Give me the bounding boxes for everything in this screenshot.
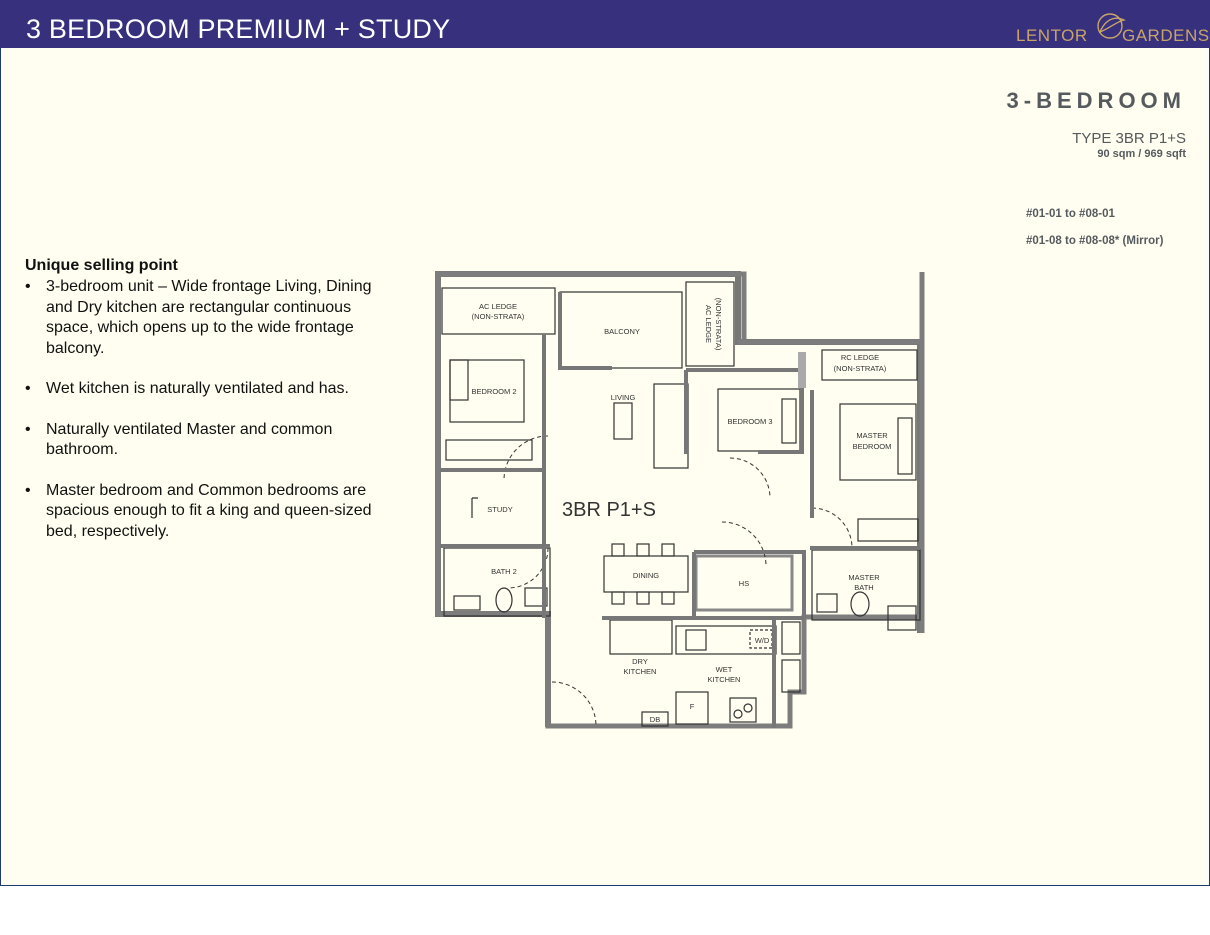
label-bedroom-3: BEDROOM 3 [727, 417, 773, 426]
usp-list [25, 277, 385, 542]
usp-title: Unique selling point [25, 257, 178, 274]
label-balcony: BALCONY [604, 327, 640, 336]
label-rc-non-strata: (NON-STRATA) [833, 364, 887, 373]
label-bedroom: BEDROOM [852, 442, 892, 451]
label-bath-2: BATH 2 [491, 567, 517, 576]
usp-section [25, 257, 385, 562]
label-rc-ledge: RC LEDGE [840, 353, 880, 362]
label-ac-ledge: AC LEDGE [479, 302, 517, 311]
label-non-strata-vertical: (NON-STRATA) [714, 297, 723, 351]
label-wet: WET [715, 665, 733, 674]
unit-stacks [1026, 208, 1163, 262]
usp-item: • Wet kitchen is naturally ventilated and has. [25, 379, 385, 400]
label-bedroom-2: BEDROOM 2 [471, 387, 517, 396]
logo-text-gardens: GARDENS [1122, 26, 1210, 45]
floor-plan [432, 222, 932, 724]
unit-stack-item: #01-01 to #08-01 [1026, 208, 1115, 220]
unit-type-block [1007, 88, 1186, 160]
label-fridge: F [689, 702, 695, 711]
label-dry: DRY [632, 657, 648, 666]
label-db: DB [649, 715, 661, 724]
usp-item: • Master bedroom and Common bedrooms are spacious enough to fit a king and queen-sized bed, respectively. [25, 481, 385, 543]
page-title: 3 BEDROOM PREMIUM + STUDY [26, 14, 451, 44]
floor-plan-drawing [432, 222, 932, 724]
label-ac-ledge-vertical: AC LEDGE [704, 305, 713, 343]
label-wd: W/D [754, 636, 770, 645]
label-non-strata: (NON-STRATA) [471, 312, 525, 321]
label-living: LIVING [610, 393, 636, 402]
label-hs: HS [738, 579, 750, 588]
label-dry-kitchen: KITCHEN [623, 667, 657, 676]
label-wet-kitchen: KITCHEN [707, 675, 741, 684]
unit-type-name: TYPE 3BR P1+S [1072, 130, 1186, 147]
label-study: STUDY [487, 505, 513, 514]
bedroom-heading: 3-BEDROOM [1006, 88, 1186, 113]
usp-item: • Naturally ventilated Master and common bathroom. [25, 420, 385, 461]
label-dining: DINING [632, 571, 660, 580]
label-master: MASTER [856, 431, 888, 440]
label-master-bath-2: BATH [854, 583, 874, 592]
unit-stack-item: #01-08 to #08-08* (Mirror) [1026, 235, 1164, 247]
usp-item: • 3-bedroom unit – Wide frontage Living, Dining and Dry kitchen are rectangular continuous space, which opens up to the wide frontage balcony. [25, 277, 385, 359]
unit-area: 90 sqm / 969 sqft [1097, 148, 1186, 160]
label-master-bath-1: MASTER [848, 573, 880, 582]
logo-text-lentor: LENTOR [1016, 26, 1088, 45]
floor-plan-code: 3BR P1+S [562, 499, 656, 521]
